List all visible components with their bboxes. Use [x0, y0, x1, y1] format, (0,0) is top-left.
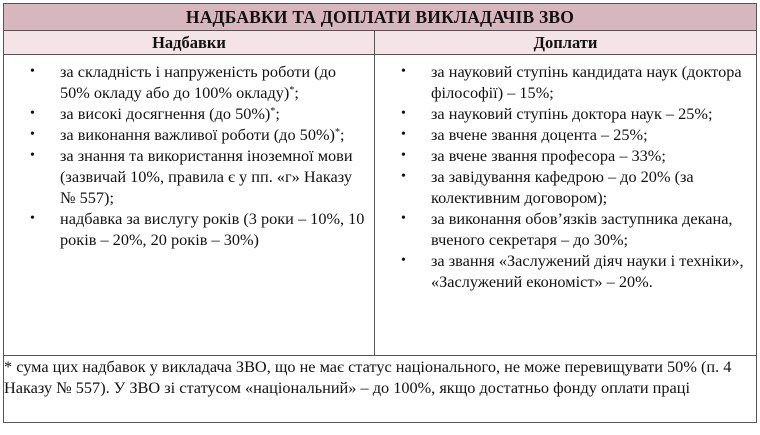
list-item-text: за складність і напруженість роботи (до 50% окладу або до 100% окладу): [60, 62, 337, 102]
list-item-text: за виконання обов’язків заступника декана, вченого секретаря – до 30%;: [431, 209, 733, 249]
footnote-mark: *: [270, 106, 276, 117]
list-item: [375, 103, 748, 124]
bullet-icon: •: [401, 148, 406, 163]
list-item-text: за вчене звання професора – 33%;: [431, 146, 666, 165]
list-item: [4, 145, 366, 208]
list-item: [375, 250, 748, 292]
footnote-mark: *: [334, 127, 340, 138]
list-item-text: за науковий ступінь доктора наук – 25%;: [431, 104, 713, 123]
column-header-extra-payments: Доплати: [375, 31, 757, 55]
bullet-icon: •: [401, 106, 406, 121]
allowances-column: [4, 55, 375, 356]
list-item-tail: ;: [275, 104, 280, 123]
bullet-icon: •: [401, 253, 406, 268]
list-item: [4, 208, 366, 250]
list-item: [4, 103, 366, 124]
list-item-tail: ;: [294, 83, 299, 102]
list-item: [4, 61, 366, 103]
list-item-tail: ;: [339, 125, 345, 144]
bullet-icon: •: [30, 211, 35, 226]
list-item: [375, 145, 748, 166]
footnote: * сума цих надбавок у викладача ЗВО, що не має статус національного, не може перевищувати 50% (п. 4 Наказу № 557). У ЗВО зі статусом «національний» – до 100%, якщо достатньо фонду оплати праці: [4, 356, 757, 423]
bullet-icon: •: [30, 127, 35, 142]
extra-payments-column: [375, 55, 757, 356]
list-item: [4, 124, 366, 145]
extra-payments-list: [375, 55, 756, 292]
list-item-text: за вчене звання доцента – 25%;: [431, 125, 648, 144]
allowances-table: [3, 3, 757, 423]
bullet-icon: •: [401, 127, 406, 142]
bullet-icon: •: [401, 211, 406, 226]
list-item: [375, 61, 748, 103]
list-item-text: за звання «Заслужений діяч науки і техніки», «Заслужений економіст» – 20%.: [431, 251, 744, 291]
list-item-text: за виконання важливої роботи (до 50%): [60, 125, 335, 144]
allowances-list: [4, 55, 374, 250]
column-header-allowances: Надбавки: [4, 31, 375, 55]
bullet-icon: •: [30, 106, 35, 121]
list-item-text: за завідування кафедрою – до 20% (за колективним договором);: [431, 167, 694, 207]
footnote-mark: *: [289, 85, 295, 96]
bullet-icon: •: [401, 64, 406, 79]
list-item-text: за високі досягнення (до 50%): [60, 104, 271, 123]
table-title: НАДБАВКИ ТА ДОПЛАТИ ВИКЛАДАЧІВ ЗВО: [4, 4, 757, 31]
list-item-text: за знання та використання іноземної мови (зазвичай 10%, правила є у пп. «г» Наказу № 557);: [60, 146, 353, 207]
list-item: [375, 208, 748, 250]
list-item-text: надбавка за вислугу років (3 роки – 10%, 10 років – 20%, 20 років – 30%): [60, 209, 365, 249]
list-item: [375, 124, 748, 145]
bullet-icon: •: [30, 64, 35, 79]
bullet-icon: •: [30, 148, 35, 163]
bullet-icon: •: [401, 169, 406, 184]
list-item-text: за науковий ступінь кандидата наук (доктора філософії) – 15%;: [431, 62, 742, 102]
list-item: [375, 166, 748, 208]
